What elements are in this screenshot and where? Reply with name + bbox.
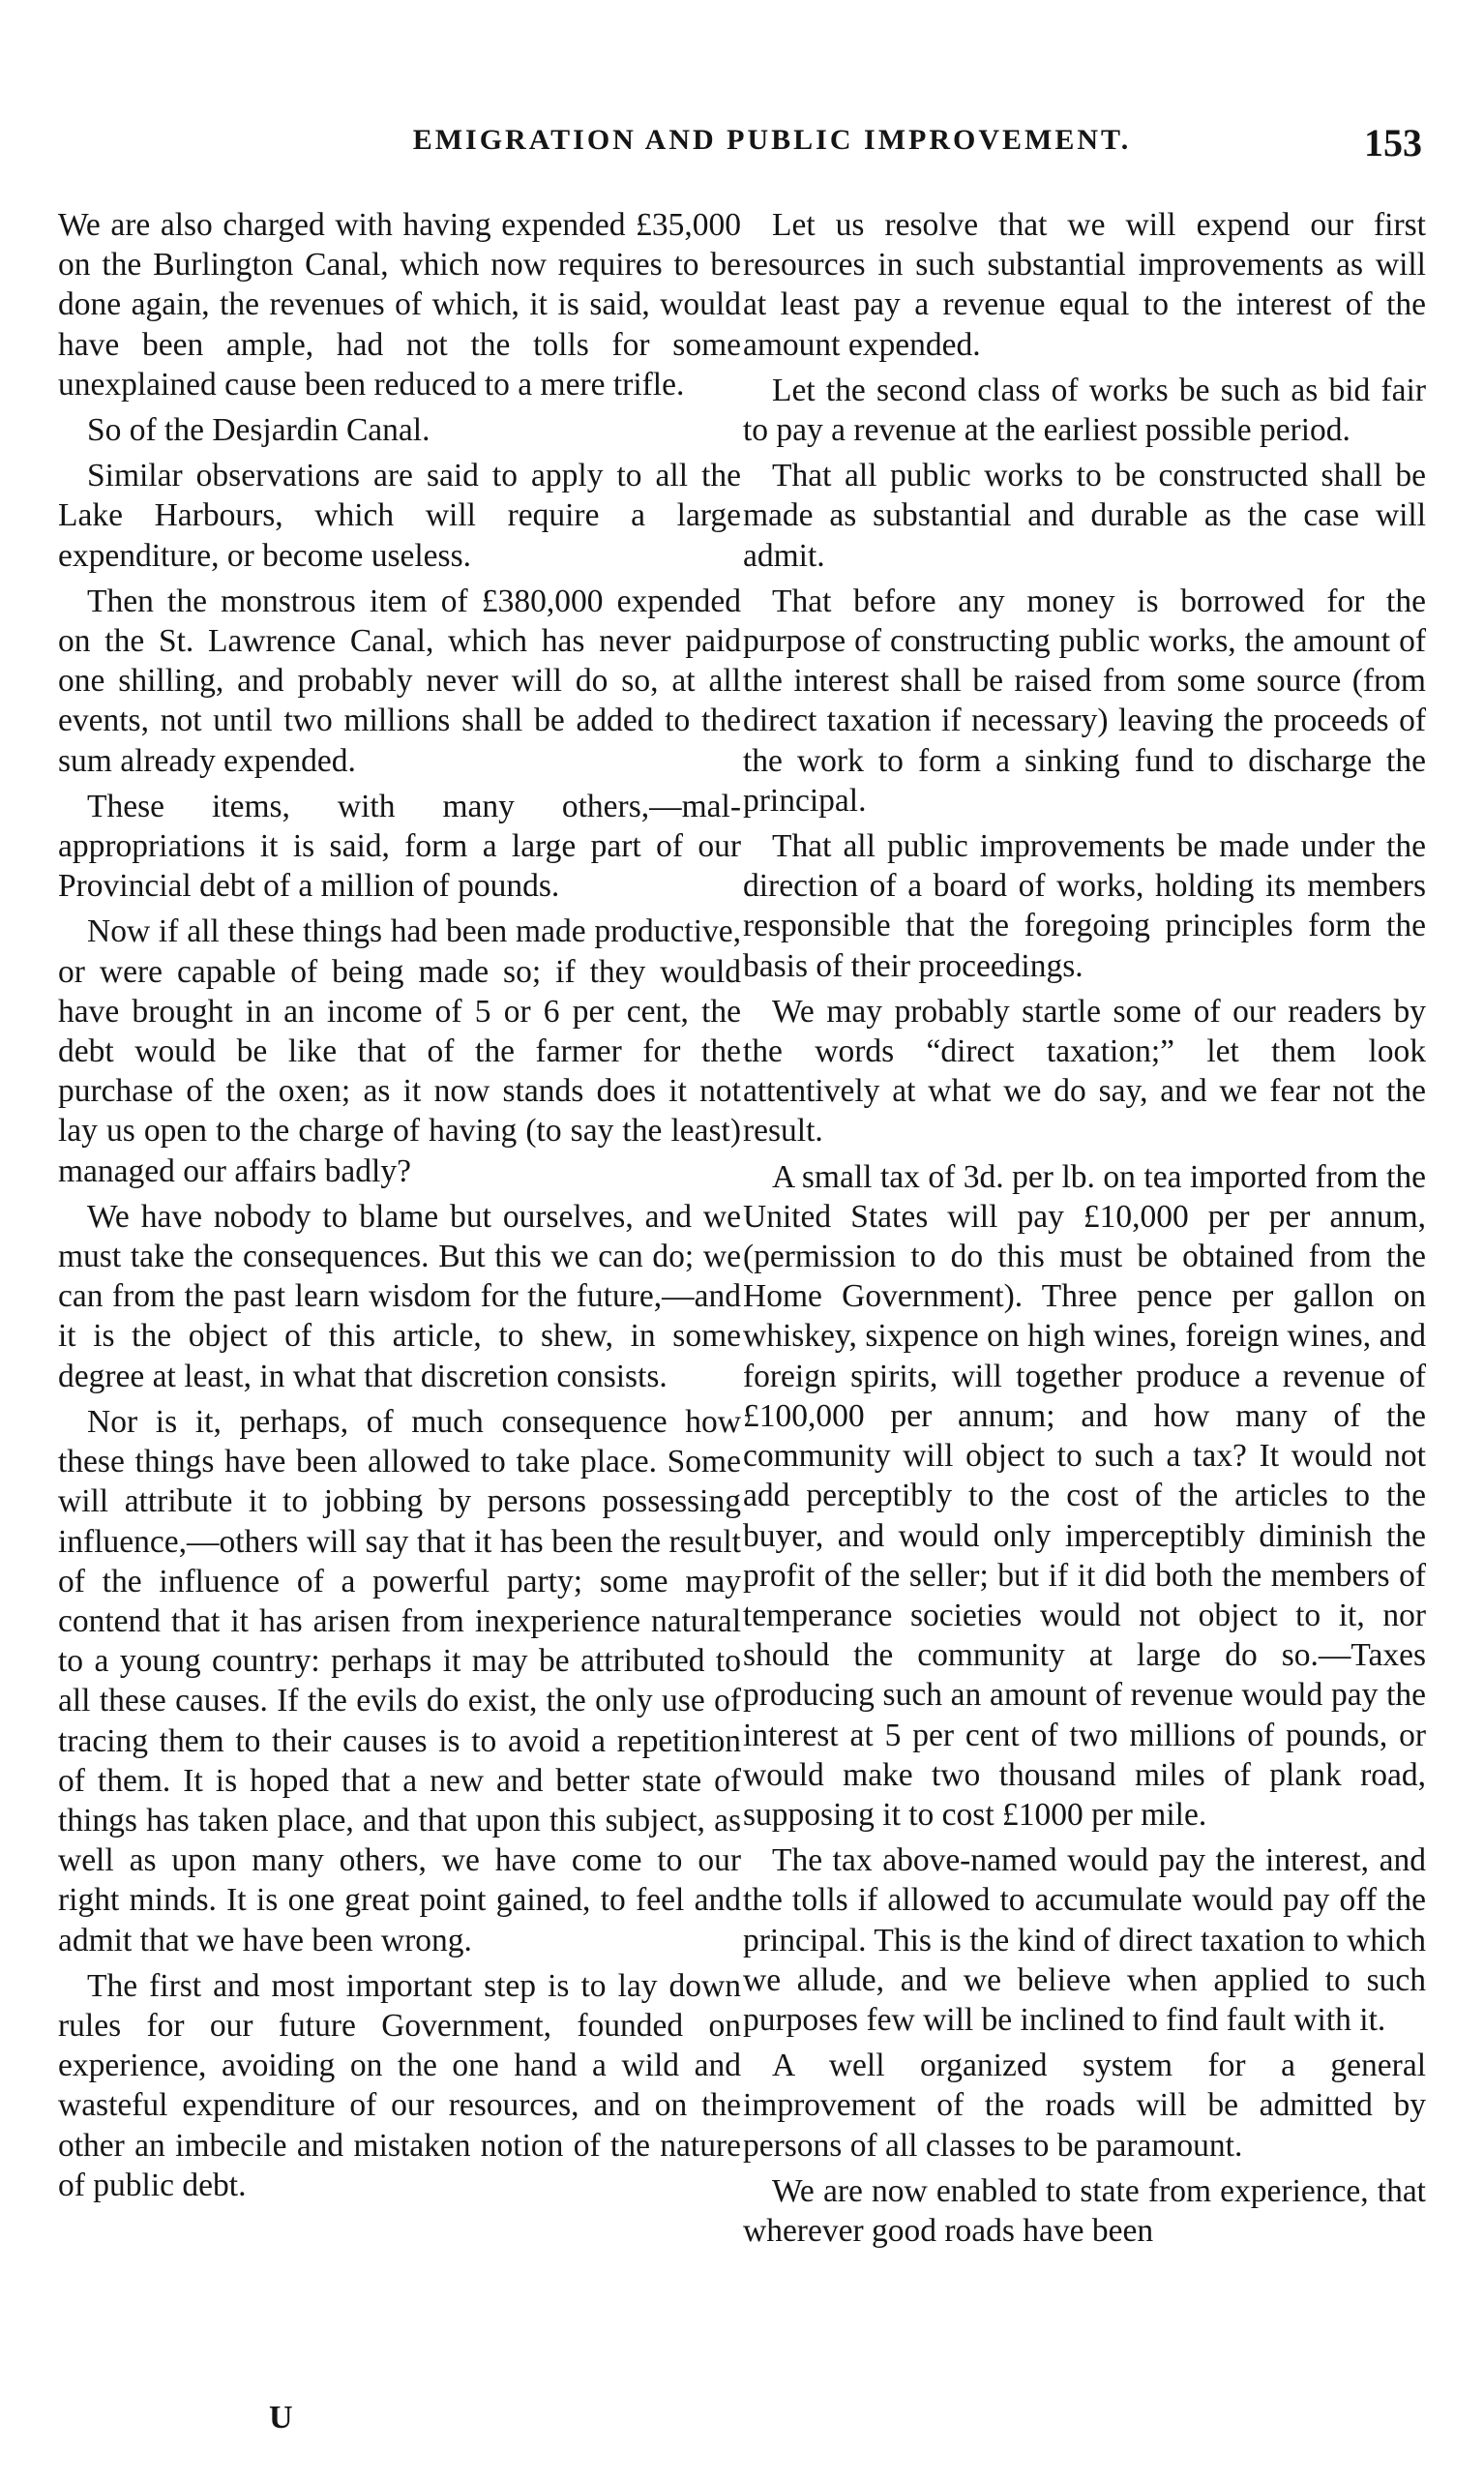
paragraph: So of the Desjardin Canal.: [87, 412, 430, 449]
paragraph: Nor is it, perhaps, of much consequence how these things have been allowed to take place. Some will attribute it to jobbing by persons possessing influence,—others will say that it has been the result of the influence of a powerful party; some may contend that it has arisen from inexperience natural to a young country: perhaps it may be attributed to all these causes. If the evils do exist, the only use of tracing them to their causes is to avoid a repetition of them. It is hoped that a new and better state of things has taken place, and that upon this subject, as well as upon many others, we have come to our right minds. It is one great point gained, to feel and admit that we have been wrong.: [58, 1403, 741, 1958]
left-column: [58, 205, 741, 2211]
paragraph: Then the monstrous item of £380,000 expended on the St. Lawrence Canal, which has never paid one shilling, and probably never will do so, at all events, not until two millions shall be added to the sum already expended.: [58, 583, 741, 779]
paragraph: Now if all these things had been made productive, or were capable of being made so; if they would have brought in an income of 5 or 6 per cent, the debt would be like that of the farmer for the purchase of the oxen; as it now stands does it not lay us open to the charge of having (to say the least) managed our affairs badly?: [58, 913, 741, 1189]
paragraph: Let us resolve that we will expend our first resources in such substantial improvements as will at least pay a revenue equal to the interest of the amount expended.: [743, 207, 1426, 363]
paragraph: These items, with many others,—mal-appropriations it is said, form a large part of our Provincial debt of a million of pounds.: [58, 788, 741, 905]
paragraph: Similar observations are said to apply to all the Lake Harbours, which will require a large expenditure, or become useless.: [58, 458, 741, 574]
page-number: 153: [1364, 121, 1422, 164]
paragraph: A well organized system for a general improvement of the roads will be admitted by persons of all classes to be paramount.: [743, 2048, 1426, 2164]
page-header: [0, 121, 1484, 182]
paragraph: We are also charged with having expended £35,000 on the Burlington Canal, which now requires to be done again, the revenues of which, it is said, would have been ample, had not the tolls for some unexplained cause been reduced to a mere trifle.: [58, 207, 741, 403]
paragraph: We have nobody to blame but ourselves, and we must take the consequences. But this we can do; we can from the past learn wisdom for the future,—and it is the object of this article, to shew, in some degree at least, in what that discretion consists.: [58, 1198, 741, 1394]
paragraph: That all public works to be constructed shall be made as substantial and durable as the case will admit.: [743, 458, 1426, 574]
paragraph: We are now enabled to state from experience, that wherever good roads have been: [743, 2172, 1426, 2249]
paragraph: Let the second class of works be such as bid fair to pay a revenue at the earliest possible period.: [743, 372, 1426, 449]
running-head: EMIGRATION AND PUBLIC IMPROVEMENT.: [412, 124, 1132, 156]
paragraph: The tax above-named would pay the interest, and the tolls if allowed to accumulate would pay off the principal. This is the kind of direct taxation to which we allude, and we believe when applied to such purposes few will be inclined to find fault with it.: [743, 1842, 1426, 2038]
right-column: [743, 205, 1426, 2257]
paragraph: That all public improvements be made under the direction of a board of works, holding its members responsible that the foregoing principles form the basis of their proceedings.: [743, 828, 1426, 984]
paragraph: That before any money is borrowed for the purpose of constructing public works, the amount of the interest shall be raised from some source (from direct taxation if necessary) leaving the proceeds of the work to form a sinking fund to discharge the principal.: [743, 583, 1426, 819]
paragraph: We may probably startle some of our readers by the words “direct taxation;” let them look attentively at what we do say, and we fear not the result.: [743, 993, 1426, 1150]
paragraph: A small tax of 3d. per lb. on tea imported from the United States will pay £10,000 per per annum, (permission to do this must be obtained from the Home Government). Three pence per gallon on whiskey, sixpence on high wines, foreign wines, and foreign spirits, will together produce a revenue of £100,000 per annum; and how many of the community will object to such a tax? It would not add perceptibly to the cost of the articles to the buyer, and would only imperceptibly diminish the profit of the seller; but if it did both the members of temperance societies would not object to it, nor should the community at large do so.—Taxes producing such an amount of revenue would pay the interest at 5 per cent of two millions of pounds, or would make two thousand miles of plank road, supposing it to cost £1000 per mile.: [743, 1158, 1426, 1833]
signature-mark: U: [269, 2400, 293, 2436]
paragraph: The first and most important step is to lay down rules for our future Government, founded on experience, avoiding on the one hand a wild and wasteful expenditure of our resources, and on the other an imbecile and mistaken notion of the nature of public debt.: [58, 1967, 741, 2203]
